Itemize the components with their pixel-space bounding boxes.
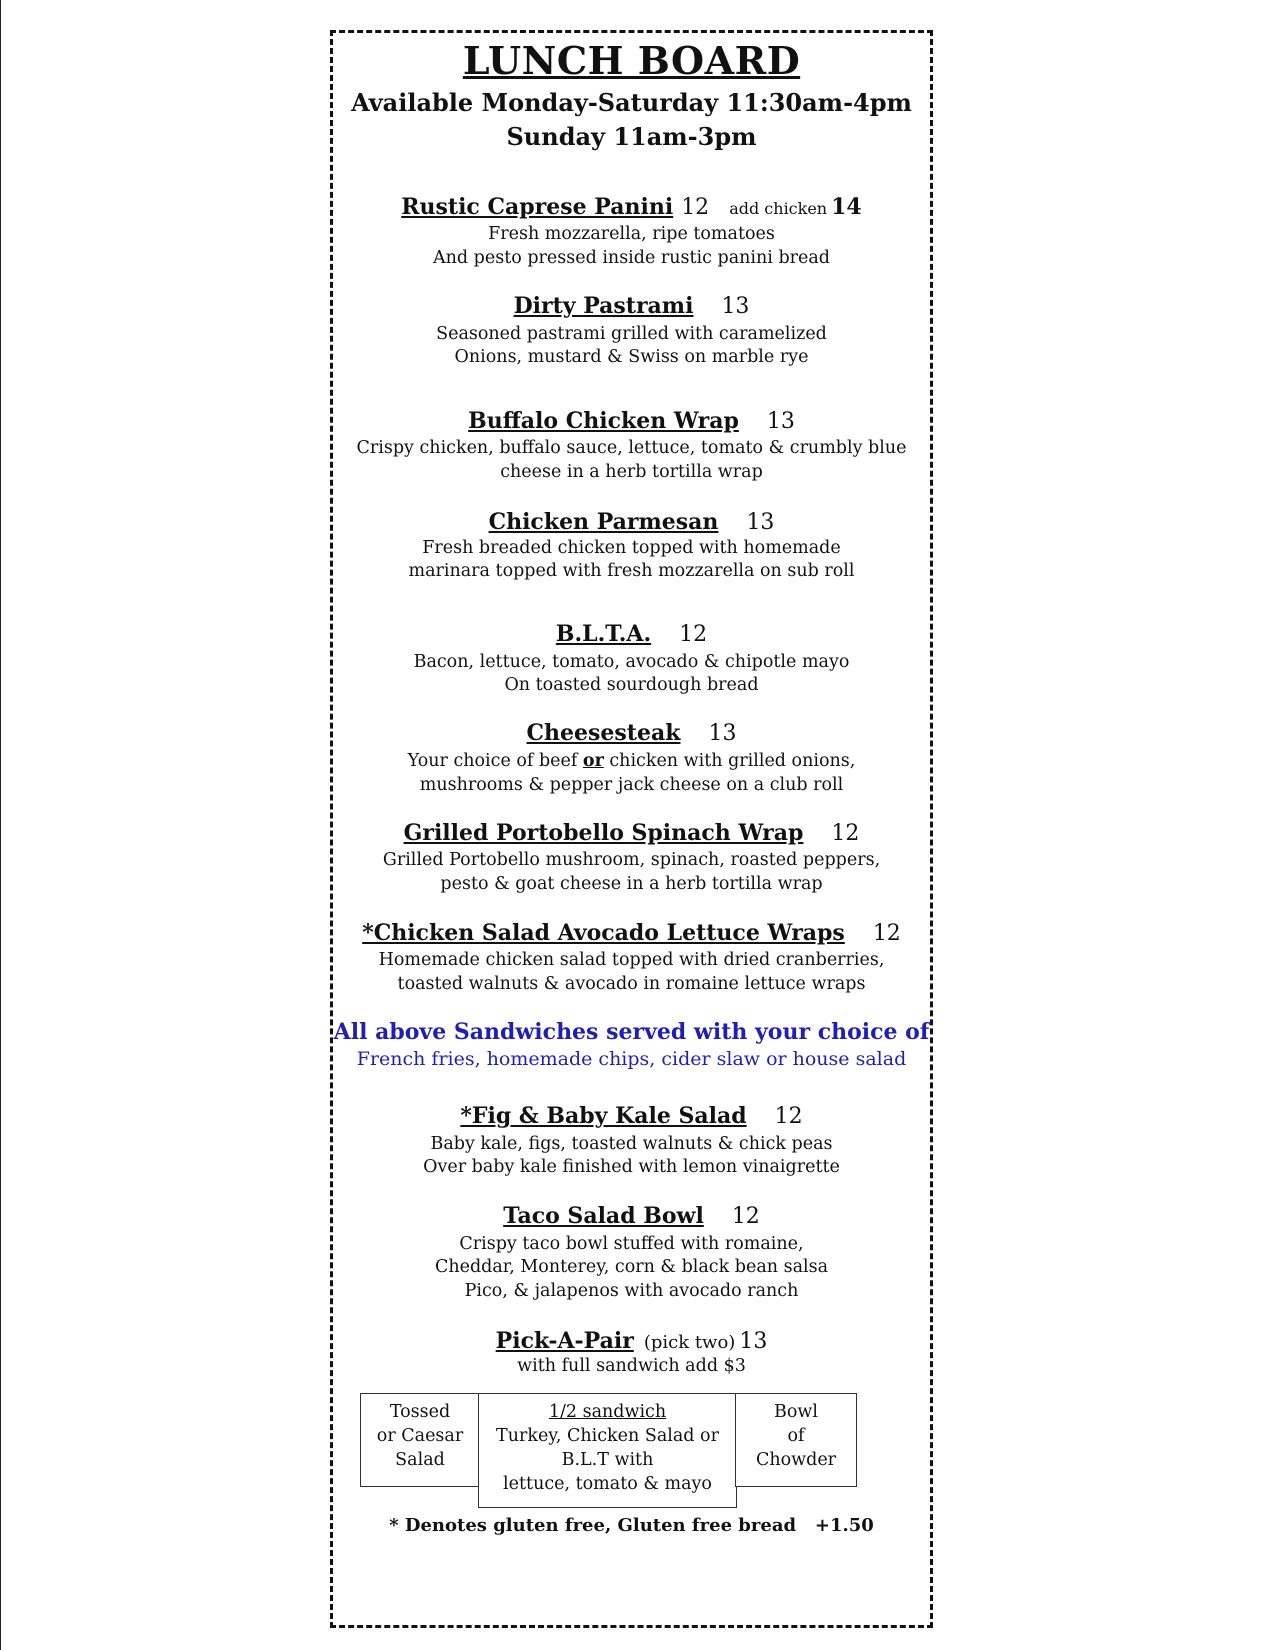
menu-item-heading [330, 509, 933, 535]
pair-option-salad [360, 1393, 480, 1487]
hours-sunday: Sunday 11am-3pm [506, 122, 757, 151]
item-name: Rustic Caprese Panini [401, 194, 674, 220]
item-price: 13 [721, 294, 750, 319]
option-line: Bowl [774, 1402, 818, 1422]
item-name: Chicken Parmesan [488, 509, 719, 535]
pick-a-pair-note: (pick two) [643, 1332, 736, 1353]
option-line: Tossed [389, 1402, 451, 1422]
item-desc-line: Cheddar, Monterey, corn & black bean salsa [434, 1257, 829, 1277]
option-line: B.L.T with [561, 1450, 654, 1470]
item-name: Pick-A-Pair [495, 1328, 634, 1354]
item-name: Dirty Pastrami [513, 293, 694, 319]
item-price: 12 [731, 1204, 760, 1229]
item-desc-line: Crispy taco bowl stuffed with romaine, [459, 1234, 804, 1254]
item-desc-line: marinara topped with fresh mozzarella on sub roll [408, 561, 855, 581]
menu-item-heading [330, 621, 933, 647]
item-desc-line: Fresh breaded chicken topped with homemade [422, 538, 841, 558]
option-line: lettuce, tomato & mayo [503, 1474, 712, 1494]
item-desc-line [330, 749, 933, 773]
item-price: 12 [831, 821, 860, 846]
item-price: 13 [739, 1329, 768, 1354]
item-desc-line: Crispy chicken, buffalo sauce, lettuce, tomato & crumbly blue [356, 438, 907, 458]
item-desc-line: Bacon, lettuce, tomato, avocado & chipotle mayo [413, 652, 850, 672]
menu-item-heading [330, 1103, 933, 1129]
menu-item-heading [330, 920, 933, 946]
item-price: 13 [766, 409, 795, 434]
sides-note-heading: All above Sandwiches served with your choice of [333, 1019, 930, 1045]
item-desc-line: On toasted sourdough bread [504, 675, 759, 695]
item-desc-line: Homemade chicken salad topped with dried cranberries, [378, 950, 885, 970]
item-desc-line: Grilled Portobello mushroom, spinach, roasted peppers, [382, 850, 881, 870]
item-price: 12 [679, 622, 708, 647]
item-name: Cheesesteak [526, 720, 681, 746]
item-desc-line: Onions, mustard & Swiss on marble rye [454, 347, 809, 367]
item-price: 13 [708, 721, 737, 746]
option-line: Chowder [755, 1450, 837, 1470]
item-desc-line: pesto & goat cheese in a herb tortilla wrap [440, 874, 823, 894]
item-desc-line: cheese in a herb tortilla wrap [500, 462, 763, 482]
item-price: 12 [872, 921, 901, 946]
item-desc-line: Seasoned pastrami grilled with caramelized [436, 324, 827, 344]
desc-text: Your choice of beef [407, 751, 583, 771]
option-line: or Caesar [376, 1426, 464, 1446]
item-desc-line: And pesto pressed inside rustic panini bread [432, 248, 831, 268]
menu-item-heading [330, 408, 933, 434]
item-name: Grilled Portobello Spinach Wrap [403, 820, 804, 846]
item-price: 12 [774, 1104, 803, 1129]
item-name: B.L.T.A. [555, 621, 652, 647]
option-line: Salad [395, 1450, 445, 1470]
desc-text: chicken with grilled onions, [603, 751, 856, 771]
menu-title: LUNCH BOARD [462, 38, 801, 83]
item-desc-line: Baby kale, figs, toasted walnuts & chick peas [430, 1134, 833, 1154]
sides-note-options: French fries, homemade chips, cider slaw or house salad [356, 1048, 907, 1070]
item-desc-line: mushrooms & pepper jack cheese on a club roll [419, 775, 844, 795]
menu-item-heading [330, 720, 933, 746]
desc-emphasis-or: or [582, 751, 604, 771]
pick-a-pair-sub: with full sandwich add $3 [517, 1356, 746, 1376]
menu-item-heading [330, 194, 933, 220]
hours-weekday: Available Monday-Saturday 11:30am-4pm [351, 88, 912, 117]
pair-option-chowder [735, 1393, 857, 1487]
item-desc-line: toasted walnuts & avocado in romaine lettuce wraps [397, 974, 866, 994]
option-line: 1/2 sandwich [548, 1402, 667, 1422]
menu-item-heading [330, 820, 933, 846]
item-desc-line: Fresh mozzarella, ripe tomatoes [488, 224, 775, 244]
item-price: 12 [681, 195, 710, 220]
pair-option-half-sandwich [478, 1393, 737, 1508]
menu-item-heading [330, 293, 933, 319]
menu-item-heading [330, 1203, 933, 1229]
item-price: 13 [746, 510, 775, 535]
item-name: Buffalo Chicken Wrap [468, 408, 739, 434]
item-name: Taco Salad Bowl [503, 1203, 704, 1229]
item-desc-line: Over baby kale finished with lemon vinaigrette [423, 1157, 840, 1177]
item-name: *Chicken Salad Avocado Lettuce Wraps [362, 920, 845, 946]
option-line: Turkey, Chicken Salad or [496, 1426, 719, 1446]
pick-a-pair-heading [330, 1328, 933, 1354]
gluten-free-footnote: * Denotes gluten free, Gluten free bread +1.50 [389, 1515, 874, 1536]
page-edge-line [0, 0, 1, 1650]
item-add-price: 14 [831, 194, 862, 220]
option-line: of [787, 1426, 805, 1446]
item-name: *Fig & Baby Kale Salad [460, 1103, 747, 1129]
item-desc-line: Pico, & jalapenos with avocado ranch [464, 1281, 799, 1301]
item-add-label: add chicken [729, 199, 828, 218]
